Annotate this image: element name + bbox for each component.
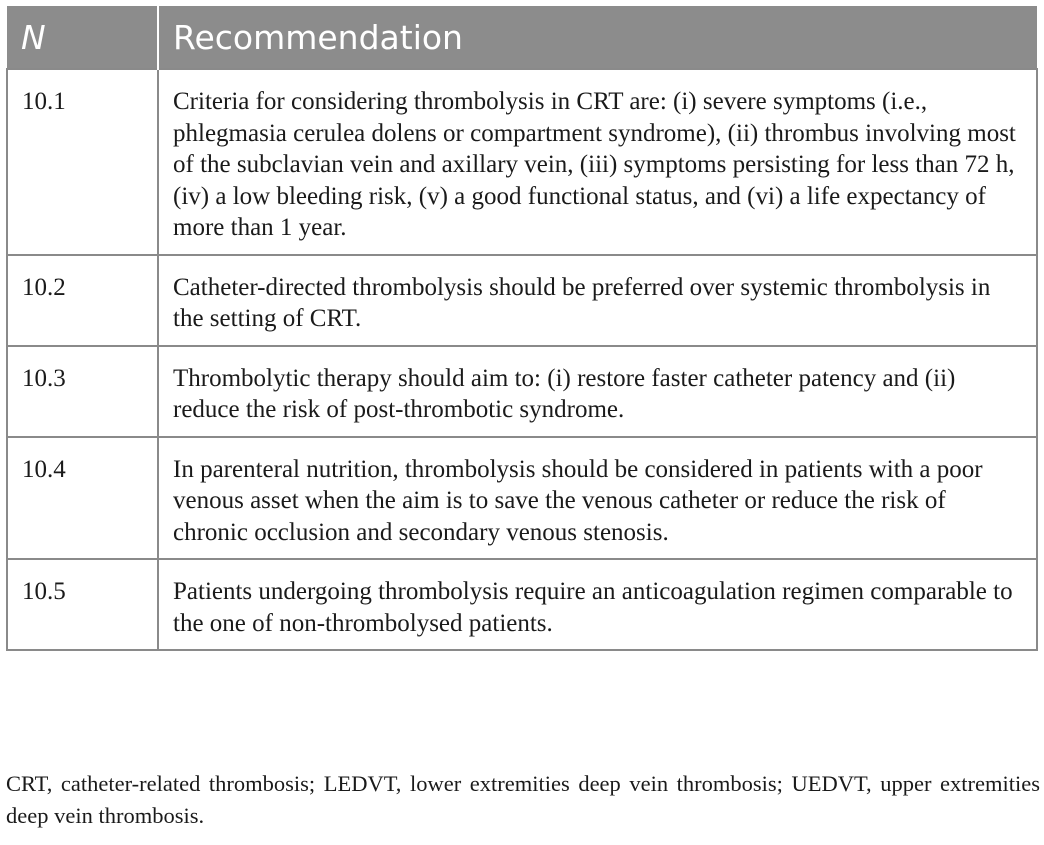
- row-recommendation-text: Patients undergoing thrombolysis require an anticoagulation regimen comparable to the one of non-thrombolysed patients.: [158, 559, 1037, 650]
- header-number: N: [7, 6, 158, 69]
- table-row: [7, 255, 1037, 346]
- table-row: [7, 559, 1037, 650]
- recommendations-table: [6, 6, 1038, 651]
- row-recommendation-text: Catheter-directed thrombolysis should be preferred over systemic thrombolysis in the setting of CRT.: [158, 255, 1037, 346]
- row-recommendation-text: Criteria for considering thrombolysis in CRT are: (i) severe symptoms (i.e., phlegmasia cerulea dolens or compartment syndrome), (ii) thrombus involving most of the subclavian vein and axillary vein, (iii) symptoms persisting for less than 72 h, (iv) a low bleeding risk, (v) a good functional status, and (vi) a life expectancy of more than 1 year.: [158, 69, 1037, 255]
- header-row: [7, 6, 1037, 69]
- table-footnote: CRT, catheter-related thrombosis; LEDVT, lower extremities deep vein thrombosis; UEDVT, upper extremities deep vein thrombosis.: [6, 771, 1040, 828]
- header-recommendation: Recommendation: [158, 6, 1037, 69]
- table-row: [7, 437, 1037, 560]
- table-row: [7, 346, 1037, 437]
- table-body: [7, 69, 1037, 650]
- recommendations-table-container: [6, 6, 1036, 651]
- row-number: 10.1: [7, 69, 158, 255]
- row-recommendation-text: In parenteral nutrition, thrombolysis should be considered in patients with a poor venous asset when the aim is to save the venous catheter or reduce the risk of chronic occlusion and secondary venous stenosis.: [158, 437, 1037, 560]
- row-recommendation-text: Thrombolytic therapy should aim to: (i) restore faster catheter patency and (ii) reduce the risk of post-thrombotic syndrome.: [158, 346, 1037, 437]
- table-header: [7, 6, 1037, 69]
- row-number: 10.5: [7, 559, 158, 650]
- row-number: 10.4: [7, 437, 158, 560]
- row-number: 10.2: [7, 255, 158, 346]
- table-row: [7, 69, 1037, 255]
- row-number: 10.3: [7, 346, 158, 437]
